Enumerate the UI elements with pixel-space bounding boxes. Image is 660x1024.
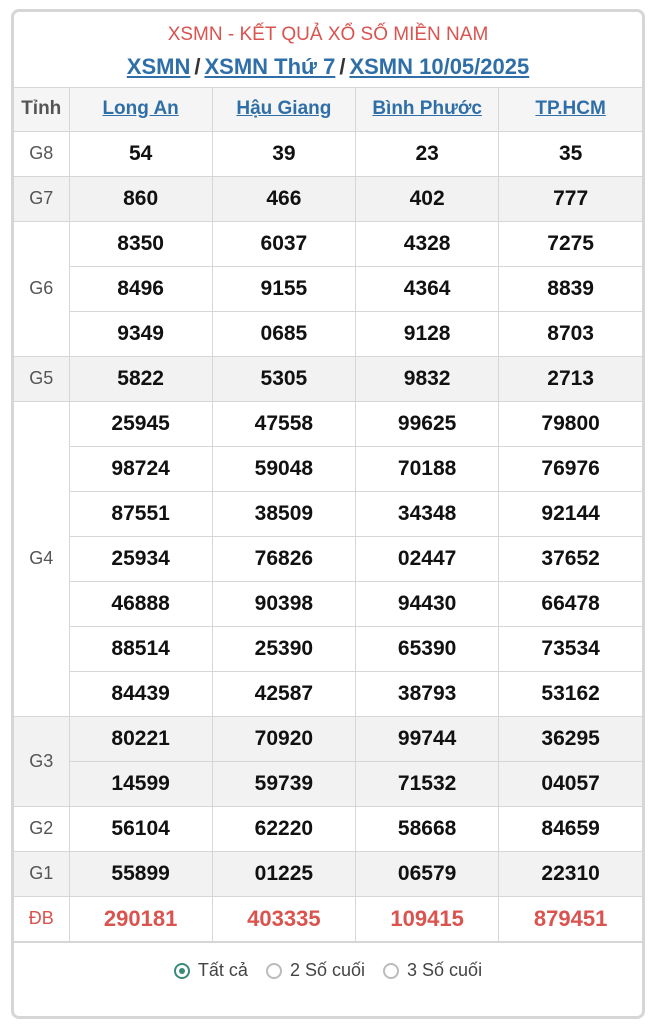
table-row — [14, 671, 642, 716]
prize-number: 06579 — [356, 851, 499, 896]
prize-number: 39 — [212, 131, 355, 176]
prize-number: 01225 — [212, 851, 355, 896]
table-row — [14, 581, 642, 626]
prize-number: 59048 — [212, 446, 355, 491]
prize-label: G5 — [14, 356, 69, 401]
prize-number: 109415 — [356, 896, 499, 941]
prize-number: 53162 — [499, 671, 642, 716]
prize-number: 65390 — [356, 626, 499, 671]
prize-number: 777 — [499, 176, 642, 221]
filter-option-label: Tất cả — [197, 960, 248, 980]
prize-number: 73534 — [499, 626, 642, 671]
prize-number: 7275 — [499, 221, 642, 266]
filter-option-label: 2 Số cuối — [289, 960, 366, 980]
prize-number: 76826 — [212, 536, 355, 581]
table-row — [14, 176, 642, 221]
prize-number: 25390 — [212, 626, 355, 671]
prize-number: 34348 — [356, 491, 499, 536]
prize-number: 62220 — [212, 806, 355, 851]
prize-number: 4364 — [356, 266, 499, 311]
prize-number: 36295 — [499, 716, 642, 761]
prize-label: G1 — [14, 851, 69, 896]
prize-number: 38509 — [212, 491, 355, 536]
prize-label: ĐB — [14, 896, 69, 941]
prize-number: 5822 — [69, 356, 212, 401]
province-header — [499, 88, 642, 131]
prize-number: 87551 — [69, 491, 212, 536]
prize-number: 9349 — [69, 311, 212, 356]
prize-number: 8496 — [69, 266, 212, 311]
breadcrumb-separator: / — [194, 54, 201, 79]
prize-number: 25945 — [69, 401, 212, 446]
prize-number: 76976 — [499, 446, 642, 491]
radio-selected-icon[interactable] — [174, 963, 190, 979]
link-xsmn[interactable]: XSMN — [126, 54, 191, 79]
table-row — [14, 851, 642, 896]
prize-number: 84439 — [69, 671, 212, 716]
prize-label: G7 — [14, 176, 69, 221]
results-table — [14, 88, 642, 942]
table-row — [14, 311, 642, 356]
table-row — [14, 266, 642, 311]
page-title: XSMN - KẾT QUẢ XỔ SỐ MIỀN NAM — [167, 24, 489, 45]
table-row — [14, 716, 642, 761]
table-row — [14, 761, 642, 806]
prize-number: 59739 — [212, 761, 355, 806]
prize-number: 466 — [212, 176, 355, 221]
prize-number: 70188 — [356, 446, 499, 491]
table-row — [14, 536, 642, 581]
province-link-binh-phuoc[interactable]: Bình Phước — [372, 98, 482, 120]
prize-number: 402 — [356, 176, 499, 221]
prize-number: 403335 — [212, 896, 355, 941]
prize-number: 9128 — [356, 311, 499, 356]
prize-number: 46888 — [69, 581, 212, 626]
prize-number: 9832 — [356, 356, 499, 401]
province-header — [356, 88, 499, 131]
province-link-hau-giang[interactable]: Hậu Giang — [236, 98, 332, 120]
province-link-long-an[interactable]: Long An — [102, 98, 179, 120]
table-header-row — [14, 88, 642, 131]
radio-icon[interactable] — [266, 963, 282, 979]
prize-number: 90398 — [212, 581, 355, 626]
prize-number: 66478 — [499, 581, 642, 626]
prize-number: 99744 — [356, 716, 499, 761]
link-xsmn-date[interactable]: XSMN 10/05/2025 — [349, 54, 530, 79]
breadcrumb — [14, 54, 642, 80]
link-xsmn-weekday[interactable]: XSMN Thứ 7 — [204, 54, 336, 79]
prize-number: 55899 — [69, 851, 212, 896]
prize-number: 47558 — [212, 401, 355, 446]
prize-number: 860 — [69, 176, 212, 221]
prize-label: G3 — [14, 716, 69, 806]
prize-number: 23 — [356, 131, 499, 176]
prize-number: 38793 — [356, 671, 499, 716]
prize-number: 8839 — [499, 266, 642, 311]
prize-number: 71532 — [356, 761, 499, 806]
prize-number: 14599 — [69, 761, 212, 806]
corner-label: Tỉnh — [14, 88, 69, 131]
prize-number: 04057 — [499, 761, 642, 806]
prize-number: 0685 — [212, 311, 355, 356]
prize-number: 84659 — [499, 806, 642, 851]
prize-number: 5305 — [212, 356, 355, 401]
results-card — [11, 9, 645, 1019]
prize-number: 37652 — [499, 536, 642, 581]
prize-number: 22310 — [499, 851, 642, 896]
prize-number: 54 — [69, 131, 212, 176]
prize-label: G8 — [14, 131, 69, 176]
province-header — [69, 88, 212, 131]
table-row — [14, 131, 642, 176]
prize-number: 8703 — [499, 311, 642, 356]
prize-number: 80221 — [69, 716, 212, 761]
table-row — [14, 356, 642, 401]
table-row — [14, 221, 642, 266]
prize-number: 92144 — [499, 491, 642, 536]
prize-number: 56104 — [69, 806, 212, 851]
prize-number: 98724 — [69, 446, 212, 491]
filter-option-last-2[interactable] — [266, 960, 365, 981]
prize-number: 42587 — [212, 671, 355, 716]
prize-number: 70920 — [212, 716, 355, 761]
results-header — [14, 12, 642, 88]
filter-option-label: 3 Số cuối — [407, 960, 483, 980]
table-row — [14, 806, 642, 851]
breadcrumb-separator: / — [339, 54, 346, 79]
prize-number: 4328 — [356, 221, 499, 266]
prize-number: 35 — [499, 131, 642, 176]
prize-label: G6 — [14, 221, 69, 356]
digit-filter — [14, 942, 642, 999]
prize-number: 94430 — [356, 581, 499, 626]
prize-number: 6037 — [212, 221, 355, 266]
prize-number: 290181 — [69, 896, 212, 941]
prize-number: 99625 — [356, 401, 499, 446]
prize-number: 02447 — [356, 536, 499, 581]
prize-number: 88514 — [69, 626, 212, 671]
prize-number: 25934 — [69, 536, 212, 581]
prize-number: 2713 — [499, 356, 642, 401]
table-row — [14, 491, 642, 536]
results-body — [14, 131, 642, 941]
prize-label: G2 — [14, 806, 69, 851]
table-row — [14, 896, 642, 941]
prize-number: 879451 — [499, 896, 642, 941]
prize-number: 79800 — [499, 401, 642, 446]
table-row — [14, 401, 642, 446]
prize-number: 9155 — [212, 266, 355, 311]
prize-number: 8350 — [69, 221, 212, 266]
province-header — [212, 88, 355, 131]
radio-icon[interactable] — [383, 963, 399, 979]
filter-option-last-3[interactable] — [383, 960, 482, 981]
province-link-tphcm[interactable]: TP.HCM — [535, 98, 606, 120]
table-row — [14, 626, 642, 671]
table-row — [14, 446, 642, 491]
filter-option-all[interactable] — [174, 960, 248, 981]
prize-label: G4 — [14, 401, 69, 716]
prize-number: 58668 — [356, 806, 499, 851]
